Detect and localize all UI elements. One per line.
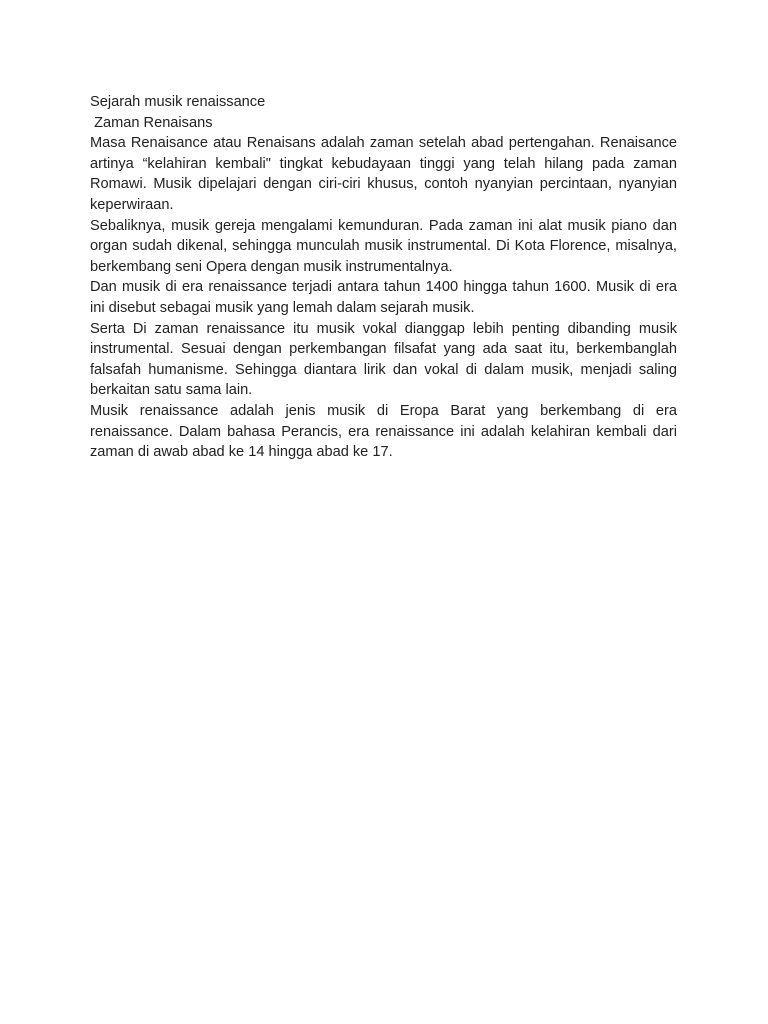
document-page: [90, 92, 677, 463]
paragraph-5: Musik renaissance adalah jenis musik di Eropa Barat yang berkembang di era renaissance. Dalam bahasa Perancis, era renaissance ini adalah kelahiran kembali dari zaman di awab abad ke 14 hingga abad ke 17.: [90, 402, 677, 461]
paragraph-4: Serta Di zaman renaissance itu musik vokal dianggap lebih penting dibanding musik instrumental. Sesuai dengan perkembangan filsafat yang ada saat itu, berkembanglah falsafah humanisme. Sehingga diantara lirik dan vokal di dalam musik, menjadi saling berkaitan satu sama lain.: [90, 320, 677, 399]
paragraph-3: Dan musik di era renaissance terjadi antara tahun 1400 hingga tahun 1600. Musik di era ini disebut sebagai musik yang lemah dalam sejarah musik.: [90, 279, 677, 316]
paragraph-2: Sebaliknya, musik gereja mengalami kemunduran. Pada zaman ini alat musik piano dan organ sudah dikenal, sehingga munculah musik instrumental. Di Kota Florence, misalnya, berkembang seni Opera dengan musik instrumentalnya.: [90, 217, 677, 275]
document-title: Sejarah musik renaissance: [90, 94, 266, 110]
document-subtitle: Zaman Renaisans: [90, 114, 213, 131]
paragraph-1: Masa Renaisance atau Renaisans adalah zaman setelah abad pertengahan. Renaisance artinya “kelahiran kembali" tingkat kebudayaan tinggi yang telah hilang pada zaman Romawi. Musik dipelajari dengan ciri-ciri khusus, contoh nyanyian percintaan, nyanyian keperwiraan.: [90, 135, 677, 213]
